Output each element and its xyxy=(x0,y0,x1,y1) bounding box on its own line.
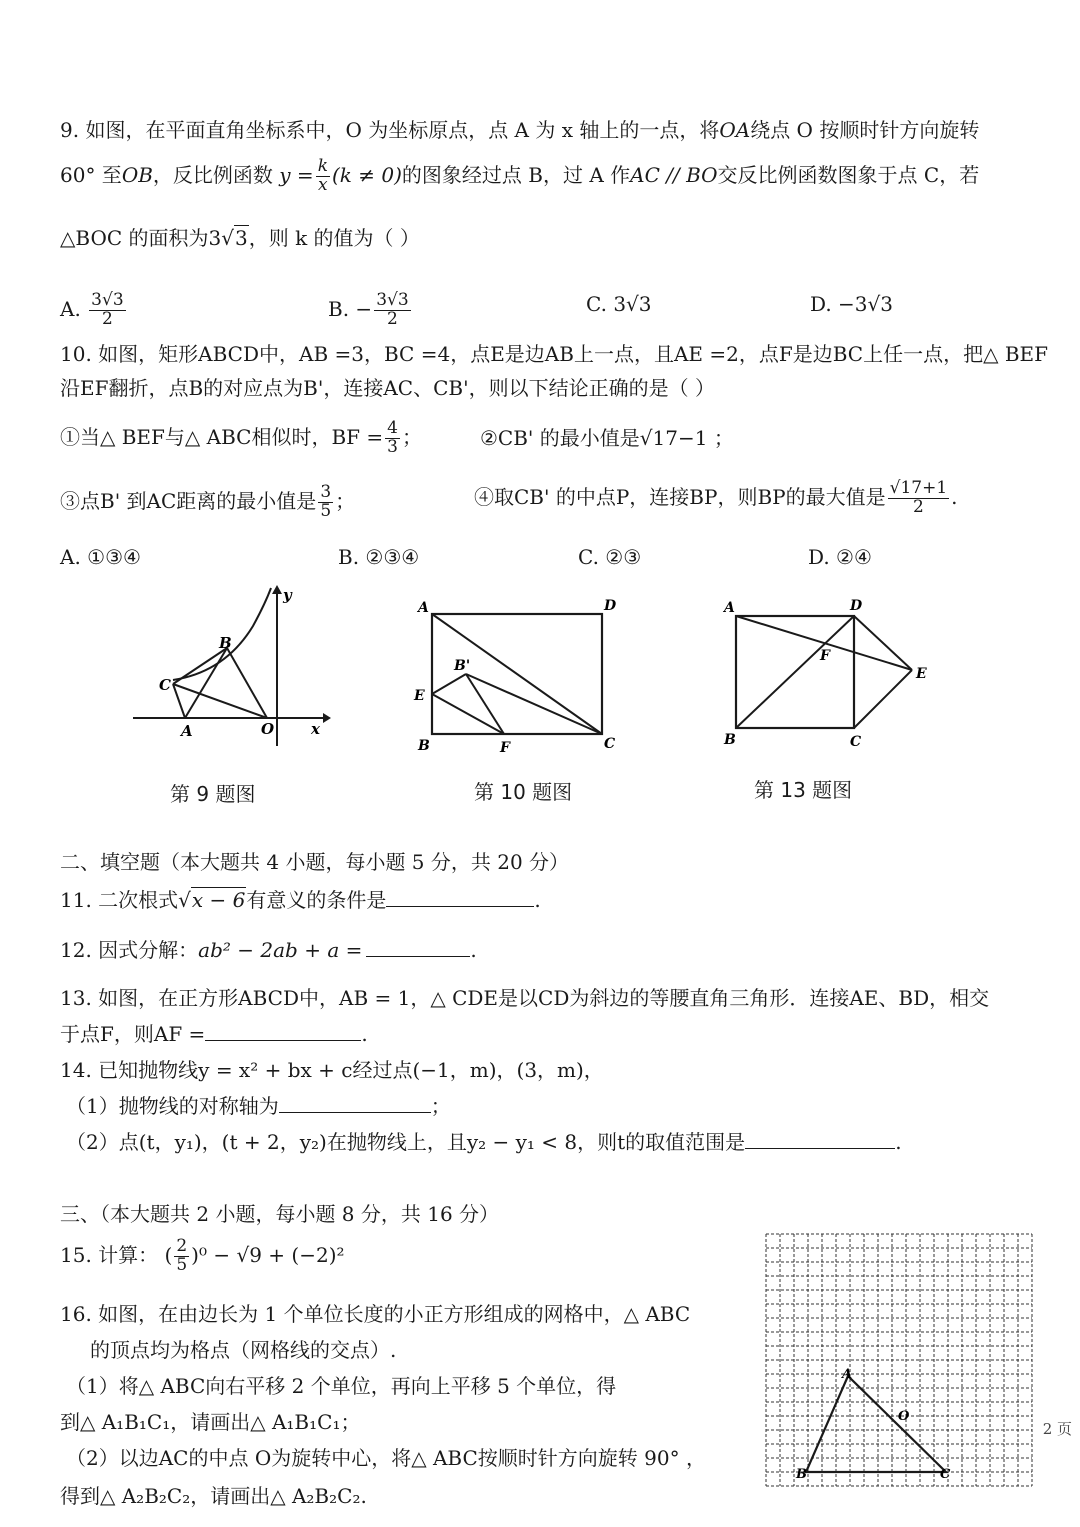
q13-line-2: 于点F，则AF = . xyxy=(60,1022,368,1046)
q10-option-c: C. ②③ xyxy=(578,545,642,569)
fig9-label-o: O xyxy=(261,720,275,738)
q14-part-1: （1）抛物线的对称轴为 ； xyxy=(66,1094,451,1118)
q10-statement-2: ②CB' 的最小值是√17−1 ； xyxy=(480,426,734,450)
fig13-label-f: F xyxy=(820,648,830,664)
fig10-label-f: F xyxy=(500,740,510,756)
q10-option-a: A. ①③④ xyxy=(60,545,141,569)
fig16-label-b: B xyxy=(796,1467,807,1482)
fig16-label-c: C xyxy=(940,1467,951,1482)
q14-line-1: 14. 已知抛物线y = x² + bx + c经过点(−1，m)，(3，m)， xyxy=(60,1058,604,1082)
fig13-label-c: C xyxy=(850,734,862,750)
fig13-label-b: B xyxy=(724,732,736,748)
q10-option-b: B. ②③④ xyxy=(338,545,420,569)
q9-option-a: A. $\frac{3√3}{2}$ xyxy=(60,290,124,329)
q10-statement-1: ①当△ BEF与△ ABC相似时，BF = $\frac{4}{3}$ ； xyxy=(60,418,422,457)
fig10-label-c: C xyxy=(604,736,616,752)
fig13-label-d: D xyxy=(850,598,863,614)
fig10-label-bprime: B' xyxy=(454,658,471,674)
q9-option-c: C. 3√3 xyxy=(586,292,652,316)
fig16-label-o: O xyxy=(898,1409,910,1424)
fig9-label-y: y xyxy=(283,586,292,604)
q9-line-3: △BOC 的面积为3√3，则 k 的值为（ ） xyxy=(60,226,420,250)
q13-answer-blank[interactable] xyxy=(205,1022,361,1041)
figure-13 xyxy=(716,594,936,756)
q11-answer-blank[interactable] xyxy=(386,888,534,907)
section-2-heading: 二、填空题（本大题共 4 小题，每小题 5 分，共 20 分） xyxy=(60,850,570,874)
q16-part-2b: 得到△ A₂B₂C₂，请画出△ A₂B₂C₂. xyxy=(60,1484,367,1508)
fig9-label-b: B xyxy=(219,634,232,652)
figure-9 xyxy=(125,580,335,750)
section-3-heading: 三、（本大题共 2 小题，每小题 8 分，共 16 分） xyxy=(60,1202,500,1226)
q10-line-1: 10. 如图，矩形ABCD中，AB =3，BC =4，点E是边AB上一点，且AE =2，点F是边BC上任一点，把△ BEF xyxy=(60,342,1048,366)
q12-answer-blank[interactable] xyxy=(366,938,470,957)
q10-statement-3: ③点B' 到AC距离的最小值是 $\frac{3}{5}$ ； xyxy=(60,482,356,521)
page-number: 2 页 xyxy=(1042,1420,1072,1438)
grid-figure-16 xyxy=(764,1230,1034,1492)
fig10-caption: 第 10 题图 xyxy=(474,780,573,804)
fig9-label-a: A xyxy=(181,722,193,740)
q9-option-d: D. −3√3 xyxy=(810,292,893,316)
q9-line-2: 60° 至OB，反比例函数 y = $\frac{k}{x}$ (k ≠ 0)的图象经过点 B，过 A 作AC // BO交反比例函数图象于点 C，若 xyxy=(60,156,980,195)
q16-line-1: 16. 如图，在由边长为 1 个单位长度的小正方形组成的网格中，△ ABC xyxy=(60,1302,691,1326)
q16-line-2: 的顶点均为格点（网格线的交点）. xyxy=(90,1338,397,1362)
fig10-label-b: B xyxy=(418,738,430,754)
fig13-caption: 第 13 题图 xyxy=(754,778,853,802)
figure-10 xyxy=(408,594,623,756)
fig13-label-e: E xyxy=(916,666,927,682)
q11: 11. 二次根式√x − 6有意义的条件是 . xyxy=(60,888,541,912)
q12: 12. 因式分解：ab² − 2ab + a = . xyxy=(60,938,477,962)
q16-part-2a: （2）以边AC的中点 O为旋转中心，将△ ABC按顺时针方向旋转 90° ， xyxy=(66,1446,706,1470)
fig10-label-a: A xyxy=(418,600,429,616)
fig9-caption: 第 9 题图 xyxy=(170,782,256,806)
q10-option-d: D. ②④ xyxy=(808,545,872,569)
q10-line-2: 沿EF翻折，点B的对应点为B'，连接AC、CB'，则以下结论正确的是（ ） xyxy=(60,376,715,400)
fig10-label-e: E xyxy=(414,688,425,704)
q9-line-1: 9. 如图，在平面直角坐标系中，O 为坐标原点，点 A 为 x 轴上的一点，将OA绕点 O 按顺时针方向旋转 xyxy=(60,118,980,142)
q14-2-answer-blank[interactable] xyxy=(745,1130,895,1149)
fig16-label-a: A xyxy=(842,1367,853,1382)
q10-statement-4: ④取CB' 的中点P，连接BP，则BP的最大值是 $\frac{√17+1}{2}$ . xyxy=(474,478,958,517)
q14-1-answer-blank[interactable] xyxy=(279,1094,431,1113)
q15: 15. 计算： ( $\frac{2}{5}$ )⁰ − √9 + (−2)² xyxy=(60,1236,345,1275)
fig13-label-a: A xyxy=(724,600,735,616)
q9-option-b: B. − $\frac{3√3}{2}$ xyxy=(328,290,409,329)
fig9-label-x: x xyxy=(311,720,320,738)
q16-part-1b: 到△ A₁B₁C₁，请画出△ A₁B₁C₁； xyxy=(60,1410,361,1434)
fig9-label-c: C xyxy=(159,676,171,694)
q14-part-2: （2）点(t，y₁)，(t + 2，y₂)在抛物线上，且y₂ − y₁ < 8，则t的取值范围是 . xyxy=(66,1130,902,1154)
q13-line-1: 13. 如图，在正方形ABCD中，AB = 1，△ CDE是以CD为斜边的等腰直角三角形．连接AE、BD，相交 xyxy=(60,986,990,1010)
fig10-label-d: D xyxy=(604,598,617,614)
q16-part-1a: （1）将△ ABC向右平移 2 个单位，再向上平移 5 个单位，得 xyxy=(66,1374,617,1398)
